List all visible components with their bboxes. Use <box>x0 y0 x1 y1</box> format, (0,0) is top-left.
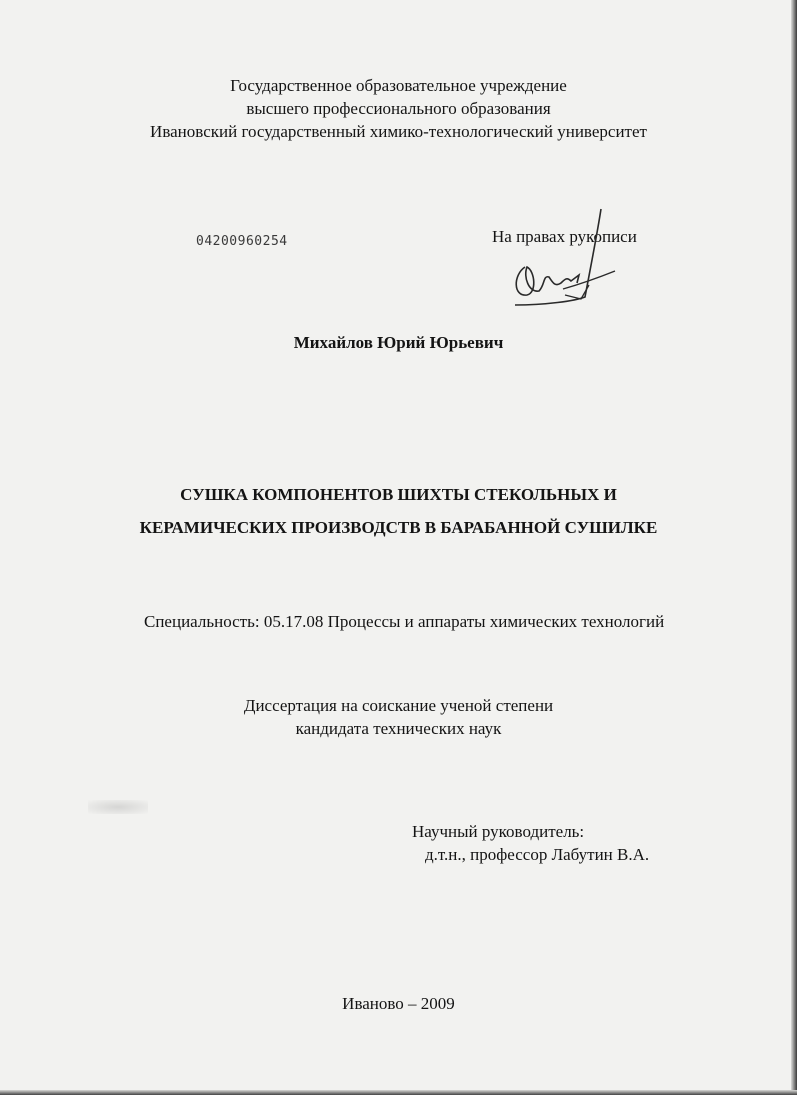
specialty: Специальность: 05.17.08 Процессы и аппараты химических технологий <box>144 612 665 631</box>
institution-line-1: Государственное образовательное учреждение <box>230 76 567 95</box>
institution-line-2: высшего профессионального образования <box>246 99 551 118</box>
degree-line-1: Диссертация на соискание ученой степени <box>243 696 554 715</box>
dissertation-title-line-1: СУШКА КОМПОНЕНТОВ ШИХТЫ СТЕКОЛЬНЫХ И <box>180 485 617 504</box>
institution-line-3: Ивановский государственный химико-технологический университет <box>150 122 647 141</box>
rights-note: На правах рукописи <box>492 227 637 246</box>
scan-edge-right <box>791 0 797 1095</box>
supervisor-label: Научный руководитель: <box>412 822 585 841</box>
supervisor-name: д.т.н., профессор Лабутин В.А. <box>425 845 650 864</box>
city-year: Иваново – 2009 <box>342 994 455 1013</box>
handwritten-signature <box>505 205 625 315</box>
scan-edge-bottom <box>0 1090 797 1095</box>
inventory-number: 04200960254 <box>196 234 288 249</box>
dissertation-title-line-2: КЕРАМИЧЕСКИХ ПРОИЗВОДСТВ В БАРАБАННОЙ СУШИЛКЕ <box>139 518 658 537</box>
degree-line-2: кандидата технических наук <box>295 719 502 738</box>
scan-smudge <box>88 800 148 814</box>
author-name: Михайлов Юрий Юрьевич <box>293 333 504 352</box>
